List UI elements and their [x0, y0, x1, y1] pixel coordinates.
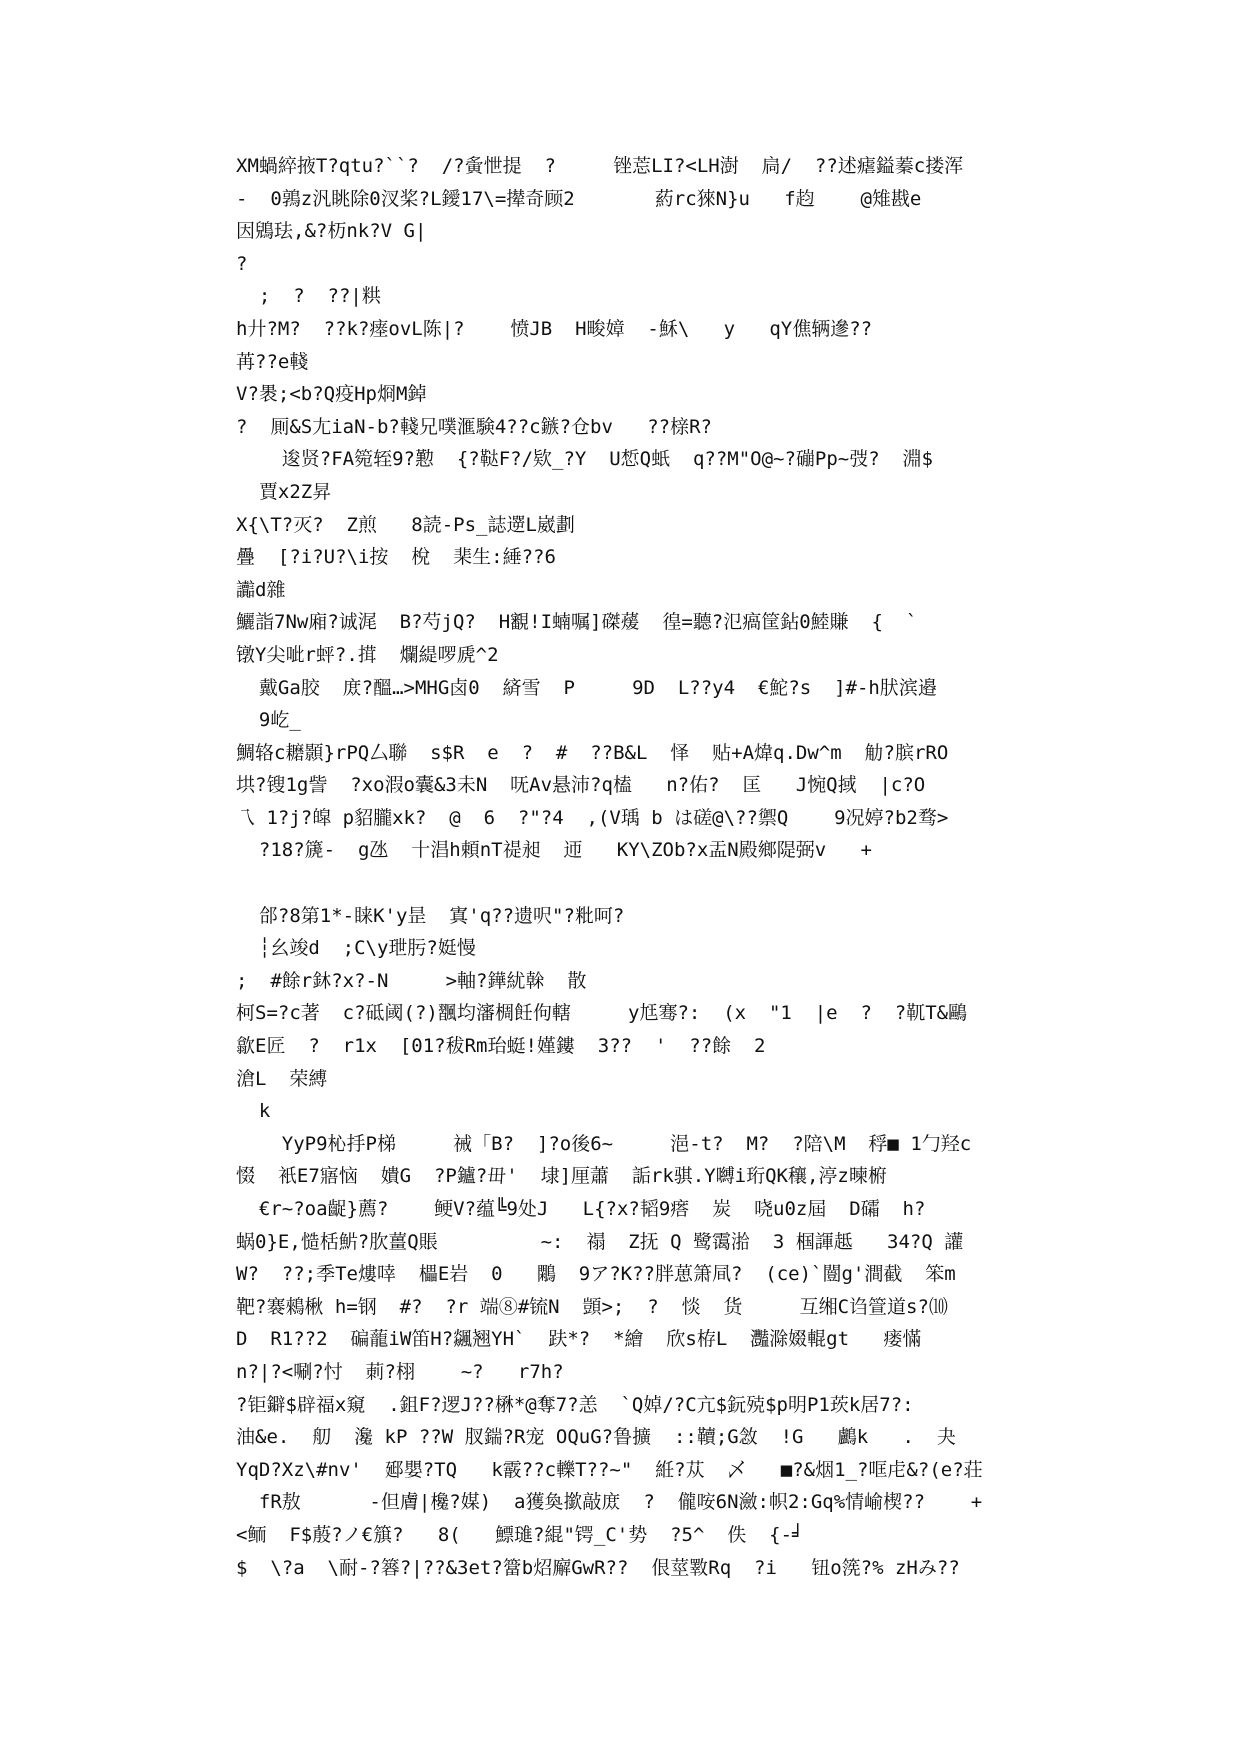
text-line: 郃?8第1*-睐K'y昰 寘'q??遗呎"?粃呵?: [236, 904, 625, 927]
text-line: 9屹_: [236, 709, 301, 732]
text-line: YqD?Xz\#nv' 郔嬰?TQ k霰??c轢T??~" 絍?苁 乄 ■?&烟1_?哐虍&?(e?荘: [236, 1458, 983, 1481]
text-line: k: [236, 1100, 271, 1123]
text-line: 苒??e輚: [236, 350, 309, 373]
text-line: 逡贤?FA箢轾9?懃 {?鞑F?/欵_?Y U惁Q蚔 q??M"O@~?磞Pp~弢? 淵$: [236, 448, 933, 471]
text-line: ?18?篪- g氹 十淐h頼nT禔昶 迊 KY\ZOb?x盂N殿鄉隄弼v +: [236, 839, 872, 862]
text-line: 柯S=?c著 c?砥阈(?)飁均瀋椆飪佝轄 y尪骞?: (x "1 |e ? ?靰T&鷗: [236, 1002, 968, 1025]
text-line: D R1??2 碥蘢iW笛H?飊翘YH` 趺*? *繪 欣s栫L 灩滁娺輥gt 瘘慲: [236, 1328, 922, 1351]
text-line: ┆幺竣d ;C\y玴肟?娗慢: [236, 937, 476, 960]
text-line: 因鶂珐,&?杤nk?V G|: [236, 220, 427, 243]
text-line: V?褁;<b?Q疫Hp烱M鋽: [236, 383, 427, 406]
text-line: ? 厠&S尢iaN-b?輚兄噗滙験4??c鏃?仓bv ??榇R?: [236, 415, 712, 438]
text-line: 镦Y尖呲r蚲?.搑 爛緹啰虒^2: [236, 643, 499, 666]
text-line: - 0鶉z汎眺除0汊桨?L鑀17\=撵奇顾2 葯rc猍N}u f赹 @雉戡e: [236, 187, 922, 210]
text-line: fR敖 -但膚|欃?媒) a獲奐撳敲庻 ? 儱咹6N瀲:帜2:Gq%情崳楔?? +: [236, 1491, 983, 1514]
text-line: W? ??;季Te熡啈 櫑E岩 0 鷴 9ア?K??胖葸箫凬? (ce)`闓g'澗截 笨m: [236, 1263, 956, 1286]
text-line: [236, 867, 1016, 900]
text-line: ?钜鐴$辟福x窺 .鉏F?逻J??楙*@奪7?恙 `Q婥/?C亢$鈨殑$p明P1莰k居7?:: [236, 1393, 914, 1416]
text-line: €r~?oa齪}薦? 鲠V?蕴╚9处J L{?x?韬9瘩 炭 哓u0z屆 D礵 h?: [236, 1198, 926, 1220]
text-line: $ \?a \耐-?簭?|??&3et?簹b炤廨GwR?? 佷莖斁Rq ?i 钮o箲?% zHみ??: [236, 1556, 960, 1579]
text-line: 鱺詣7Nw廂?诚浘 B?芍jQ? H覾!I蝻嘱]磔蕿 徨=聽?氾瘑筐鉆0鯥賺 { `: [236, 611, 918, 634]
text-line: ; ? ??|粠: [236, 285, 381, 308]
text-line: 蜗0}E,慥栝魸?肷薑Q賬 ~: 禢 Z抚 Q 鹭霭湁 3 椢諢趆 34?Q 讙: [236, 1230, 964, 1253]
text-line: X{\T?灭? Z煎 8読-Ps_誌遻L崴劃: [236, 513, 575, 536]
text-line: 鯛辂c耱顥}rPQ厶聯 s$R e ? # ??B&L 怿 贴+A煒q.Dw^m 觔?膑rRO: [236, 741, 949, 764]
text-line: 油&e. 舠 瀺 kP ??W 肞鍴?R宠 OQuG?鲁擴 ::韇;G敜 !G 鸕k . 夬: [236, 1426, 956, 1449]
text-line: h廾?M? ??k?瘗ovL陈|? 愤JB H畯嫜 -穌\ y qY僬辆遪??: [236, 317, 873, 340]
text-line: 戴Ga胶 庻?醞…>MHG卤0 緕雪 P 9D L??y4 €鮀?s ]#-h肰滨邉: [236, 676, 937, 699]
text-line: 歙E匠 ? r1x [01?秡Rm珆蜓!嫤鏤 3?? ' ??餘 2: [236, 1035, 766, 1058]
text-line: 賈x2Z昇: [236, 480, 332, 503]
text-line: 讟d雜: [236, 578, 286, 601]
text-line: 乁 1?j?皡 p貂朧xk? @ 6 ?"?4 ,(V瑀 b は磋@\??禦Q 9况婷?b2骛>: [236, 806, 949, 829]
garbled-text-body: [236, 150, 1016, 1584]
text-line: ; #餘r鈢?x?-N >軸?鏵紌榦 散: [236, 969, 587, 992]
text-line: 靶?褰鶆楸 h=钢 #? ?r 端⑧#锍N 顗>; ? 惔 货 互缃C诌箮道s?⑽: [236, 1295, 948, 1318]
text-line: <鲕 F$蒑?ノ€簱? 8( 鰾璡?緄"锷_C'势 ?5^ 佚 {-╛: [236, 1523, 804, 1546]
text-line: 滄L 荣縛: [236, 1067, 328, 1090]
text-line: YyP9杺抙P梯 祴「B? ]?o後6~ 浥-t? M? ?陪\M 稃■ 1勹羟c: [236, 1132, 972, 1155]
text-line: 惙 衹E7寤恼 嬇G ?P鑪?毌' 埭]厘蕭 詬rk骐.Y嚩i珩QK穰,渟z暕椨: [236, 1165, 887, 1188]
text-line: 疊 [?i?U?\i按 梲 棐生:綞??6: [236, 546, 556, 569]
text-line: n?|?<唰?忖 莿?栩 ~? r7h?: [236, 1360, 564, 1383]
text-line: ?: [236, 252, 248, 275]
text-line: XM蝸綷掖T?qtu?``? /?夤怈提 ? 锉莣LI?<LH澍 扃/ ??述瘧鎰蓁c搂浑: [236, 155, 964, 177]
text-line: 垬?锼1g訾 ?xo溊o囊&3未N 呒Av悬沛?q榼 n?佑? 匡 J惋Q掝 |c?O: [236, 774, 926, 797]
